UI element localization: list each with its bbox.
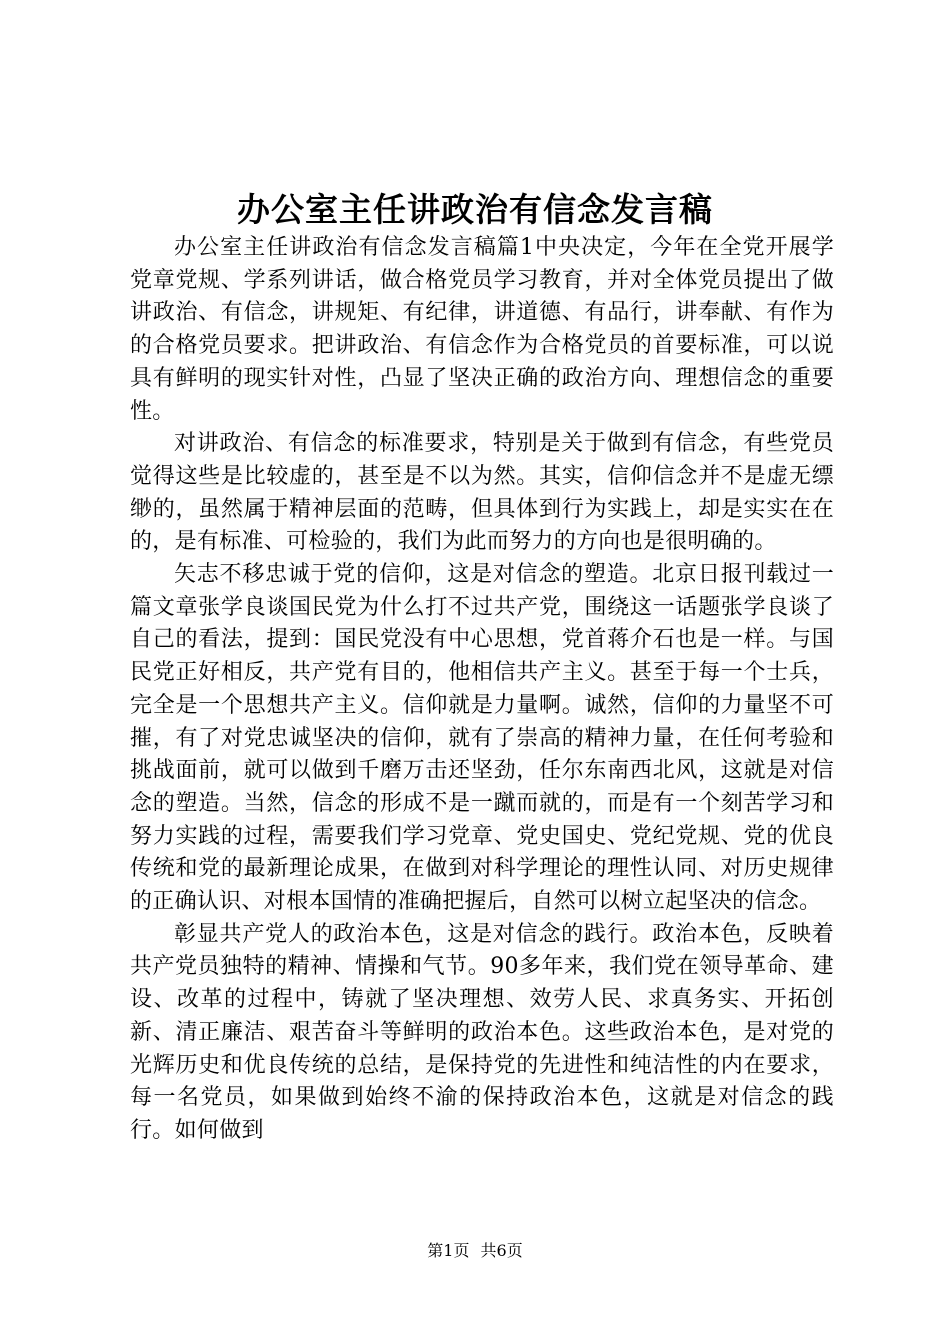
document-body <box>130 232 834 1148</box>
page-number: 第1页 <box>427 1241 470 1260</box>
document-title: 办公室主任讲政治有信念发言稿 <box>237 190 713 229</box>
page-total: 共6页 <box>480 1241 523 1260</box>
paragraph-2: 对讲政治、有信念的标准要求，特别是关于做到有信念，有些党员觉得这些是比较虚的，甚至是不以为然。其实，信仰信念并不是虚无缥缈的，虽然属于精神层面的范畴，但具体到行为实践上，却是实实在在的，是有标准、可检验的，我们为此而努力的方向也是很明确的。 <box>130 431 834 555</box>
paragraph-3: 矢志不移忠诚于党的信仰，这是对信念的塑造。北京日报刊载过一篇文章张学良谈国民党为什么打不过共产党，围绕这一话题张学良谈了自己的看法，提到：国民党没有中心思想，党首蒋介石也是一样。与国民党正好相反，共产党有目的，他相信共产主义。甚至于每一个士兵，完全是一个思想共产主义。信仰就是力量啊。诚然，信仰的力量坚不可摧，有了对党忠诚坚决的信仰，就有了崇高的精神力量，在任何考验和挑战面前，就可以做到千磨万击还坚劲，任尔东南西北风，这就是对信念的塑造。当然，信念的形成不是一蹴而就的，而是有一个刻苦学习和努力实践的过程，需要我们学习党章、党史国史、党纪党规、党的优良传统和党的最新理论成果，在做到对科学理论的理性认同、对历史规律的正确认识、对根本国情的准确把握后，自然可以树立起坚决的信念。 <box>130 562 834 915</box>
paragraph-4: 彰显共产党人的政治本色，这是对信念的践行。政治本色，反映着共产党员独特的精神、情操和气节。90多年来，我们党在领导革命、建设、改革的过程中，铸就了坚决理想、效劳人民、求真务实、开拓创新、清正廉洁、艰苦奋斗等鲜明的政治本色。这些政治本色，是对党的光辉历史和优良传统的总结，是保持党的先进性和纯洁性的内在要求，每一名党员，如果做到始终不渝的保持政治本色，这就是对信念的践行。如何做到 <box>130 921 834 1143</box>
paragraph-1: 办公室主任讲政治有信念发言稿篇1中央决定，今年在全党开展学党章党规、学系列讲话，做合格党员学习教育，并对全体党员提出了做讲政治、有信念，讲规矩、有纪律，讲道德、有品行，讲奉献、有作为的合格党员要求。把讲政治、有信念作为合格党员的首要标准，可以说具有鲜明的现实针对性，凸显了坚决正确的政治方向、理想信念的重要性。 <box>130 235 834 424</box>
page-footer <box>0 1240 950 1262</box>
